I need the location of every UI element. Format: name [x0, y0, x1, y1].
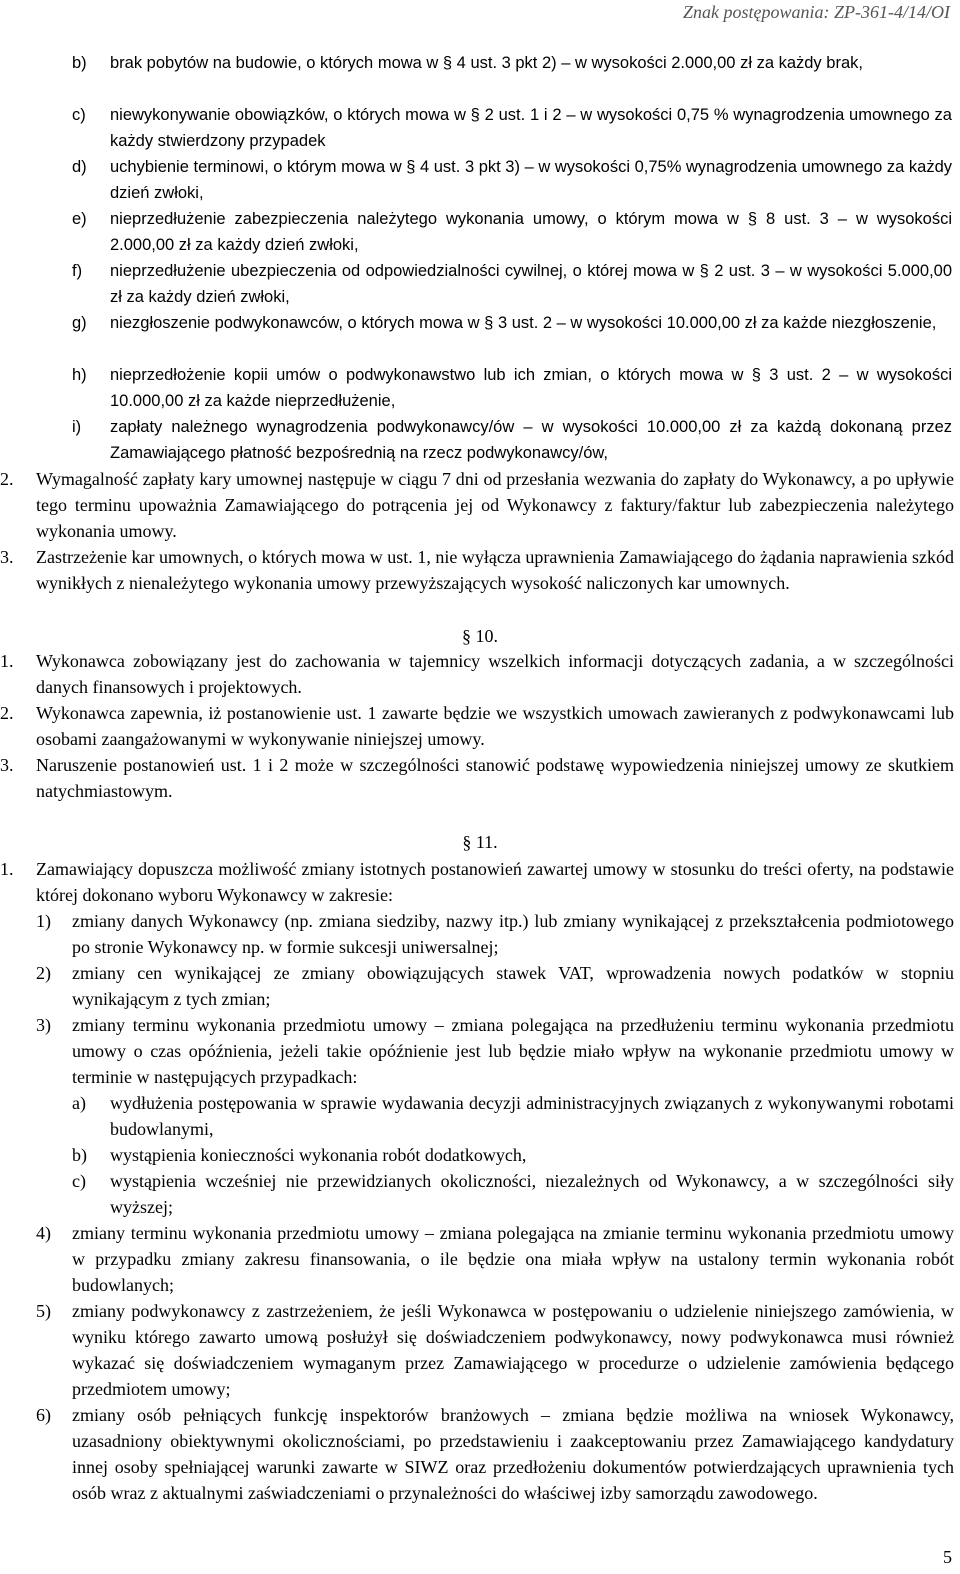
list-item: a) wydłużenia postępowania w sprawie wydawania decyzji administracyjnych związanych z wykonywanymi robotami budowlanymi,: [72, 1093, 954, 1139]
paragraph: 1. Wykonawca zobowiązany jest do zachowania w tajemnicy wszelkich informacji dotyczących zadania, a w szczególności danych finansowych i projektowych.: [0, 651, 954, 697]
list-item: b) brak pobytów na budowie, o których mowa w § 4 ust. 3 pkt 2) – w wysokości 2.000,00 zł za każdy brak,: [72, 54, 863, 72]
list-item: 3) zmiany terminu wykonania przedmiotu umowy – zmiana polegająca na przedłużeniu terminu wykonania przedmiotu umowy o czas opóźnienia, jeżeli takie opóźnienie jest lub będzie miało wpływ na wykonanie przedmiotu umowy w terminie w następujących przypadkach:: [36, 1015, 954, 1087]
list-item: i) zapłaty należnego wynagrodzenia podwykonawcy/ów – w wysokości 10.000,00 zł za każdą dokonaną przez Zamawiającego płatność bezpośrednią na rzecz podwykonawcy/ów,: [72, 418, 952, 462]
list-item: 6) zmiany osób pełniących funkcję inspektorów branżowych – zmiana będzie możliwa na wniosek Wykonawcy, uzasadniony obiektywnymi okolicznościami, po przedstawieniu i zaakceptowaniu przez Zamawiającego kandydatury innej osoby spełniającej warunki zawarte w SIWZ oraz przedłożeniu dokumentów potwierdzających uprawnienia tych osób wraz z aktualnymi zaświadczeniami o przynależności do właściwej izby samorządu zawodowego.: [36, 1405, 954, 1503]
page-header: Znak postępowania: ZP-361-4/14/OI: [683, 2, 950, 22]
paragraph: 3. Zastrzeżenie kar umownych, o których mowa w ust. 1, nie wyłącza uprawnienia Zamawiającego do żądania naprawienia szkód wynikłych z nienależytego wykonania umowy przewyższających wysokość naliczonych kar umownych.: [0, 547, 954, 593]
list-item: 4) zmiany terminu wykonania przedmiotu umowy – zmiana polegająca na zmianie terminu wykonania przedmiotu umowy w przypadku zmiany zakresu finansowania, o ile będzie ona miała wpływ na ustalony termin wykonania robót budowlanych;: [36, 1223, 954, 1295]
list-item: c) niewykonywanie obowiązków, o których mowa w § 2 ust. 1 i 2 – w wysokości 0,75 % wynagrodzenia umownego za każdy stwierdzony przypadek: [72, 106, 952, 150]
list-item: 2) zmiany cen wynikającej ze zmiany obowiązujących stawek VAT, wprowadzenia nowych podatków w stopniu wynikającym z tych zmian;: [36, 963, 954, 1009]
list-item: e) nieprzedłużenie zabezpieczenia należytego wykonania umowy, o którym mowa w § 8 ust. 3 – w wysokości 2.000,00 zł za każdy dzień zwłoki,: [72, 210, 952, 254]
list-item: c) wystąpienia wcześniej nie przewidzianych okoliczności, niezależnych od Wykonawcy, a w szczególności siły wyższej;: [72, 1171, 954, 1217]
paragraph: 2. Wykonawca zapewnia, iż postanowienie ust. 1 zawarte będzie we wszystkich umowach zawieranych z podwykonawcami lub osobami zaangażowanymi w wykonywanie niniejszej umowy.: [0, 703, 954, 749]
list-item: b) wystąpienia konieczności wykonania robót dodatkowych,: [72, 1145, 527, 1165]
paragraph: 2. Wymagalność zapłaty kary umownej następuje w ciągu 7 dni od przesłania wezwania do zapłaty do Wykonawcy, a po upływie tego terminu upoważnia Zamawiającego do potrącenia jej od Wykonawcy z faktury/faktur lub zabezpieczenia należytego wykonania umowy.: [0, 469, 954, 541]
page-number: 5: [943, 1547, 952, 1567]
list-item: 5) zmiany podwykonawcy z zastrzeżeniem, że jeśli Wykonawca w postępowaniu o udzielenie niniejszego zamówienia, w wyniku którego zawarto umową posłużył się doświadczeniem podwykonawcy, nowy podwykonawca musi również wykazać się doświadczeniem wymaganym przez Zamawiającego w procedurze o udzielenie zamówienia będącego przedmiotem umowy;: [36, 1301, 954, 1399]
list-item: 1) zmiany danych Wykonawcy (np. zmiana siedziby, nazwy itp.) lub zmiany wynikającej z przekształcenia podmiotowego po stronie Wykonawcy np. w formie sukcesji uniwersalnej;: [36, 911, 954, 957]
list-item: h) nieprzedłożenie kopii umów o podwykonawstwo lub ich zmian, o których mowa w § 3 ust. 2 – w wysokości 10.000,00 zł za każde nieprzedłużenie,: [72, 366, 952, 410]
list-item: f) nieprzedłużenie ubezpieczenia od odpowiedzialności cywilnej, o której mowa w § 2 ust. 3 – w wysokości 5.000,00 zł za każdy dzień zwłoki,: [72, 262, 952, 306]
list-item: d) uchybienie terminowi, o którym mowa w § 4 ust. 3 pkt 3) – w wysokości 0,75% wynagrodzenia umownego za każdy dzień zwłoki,: [72, 158, 952, 202]
list-item: g) niezgłoszenie podwykonawców, o których mowa w § 3 ust. 2 – w wysokości 10.000,00 zł za każde niezgłoszenie,: [72, 314, 937, 332]
section-title: § 10.: [462, 626, 498, 646]
paragraph: 3. Naruszenie postanowień ust. 1 i 2 może w szczególności stanowić podstawę wypowiedzenia niniejszej umowy ze skutkiem natychmiastowym.: [0, 755, 954, 801]
section-title: § 11.: [462, 832, 498, 852]
paragraph: 1. Zamawiający dopuszcza możliwość zmiany istotnych postanowień zawartej umowy w stosunku do treści oferty, na podstawie której dokonano wyboru Wykonawcy w zakresie:: [0, 859, 954, 905]
